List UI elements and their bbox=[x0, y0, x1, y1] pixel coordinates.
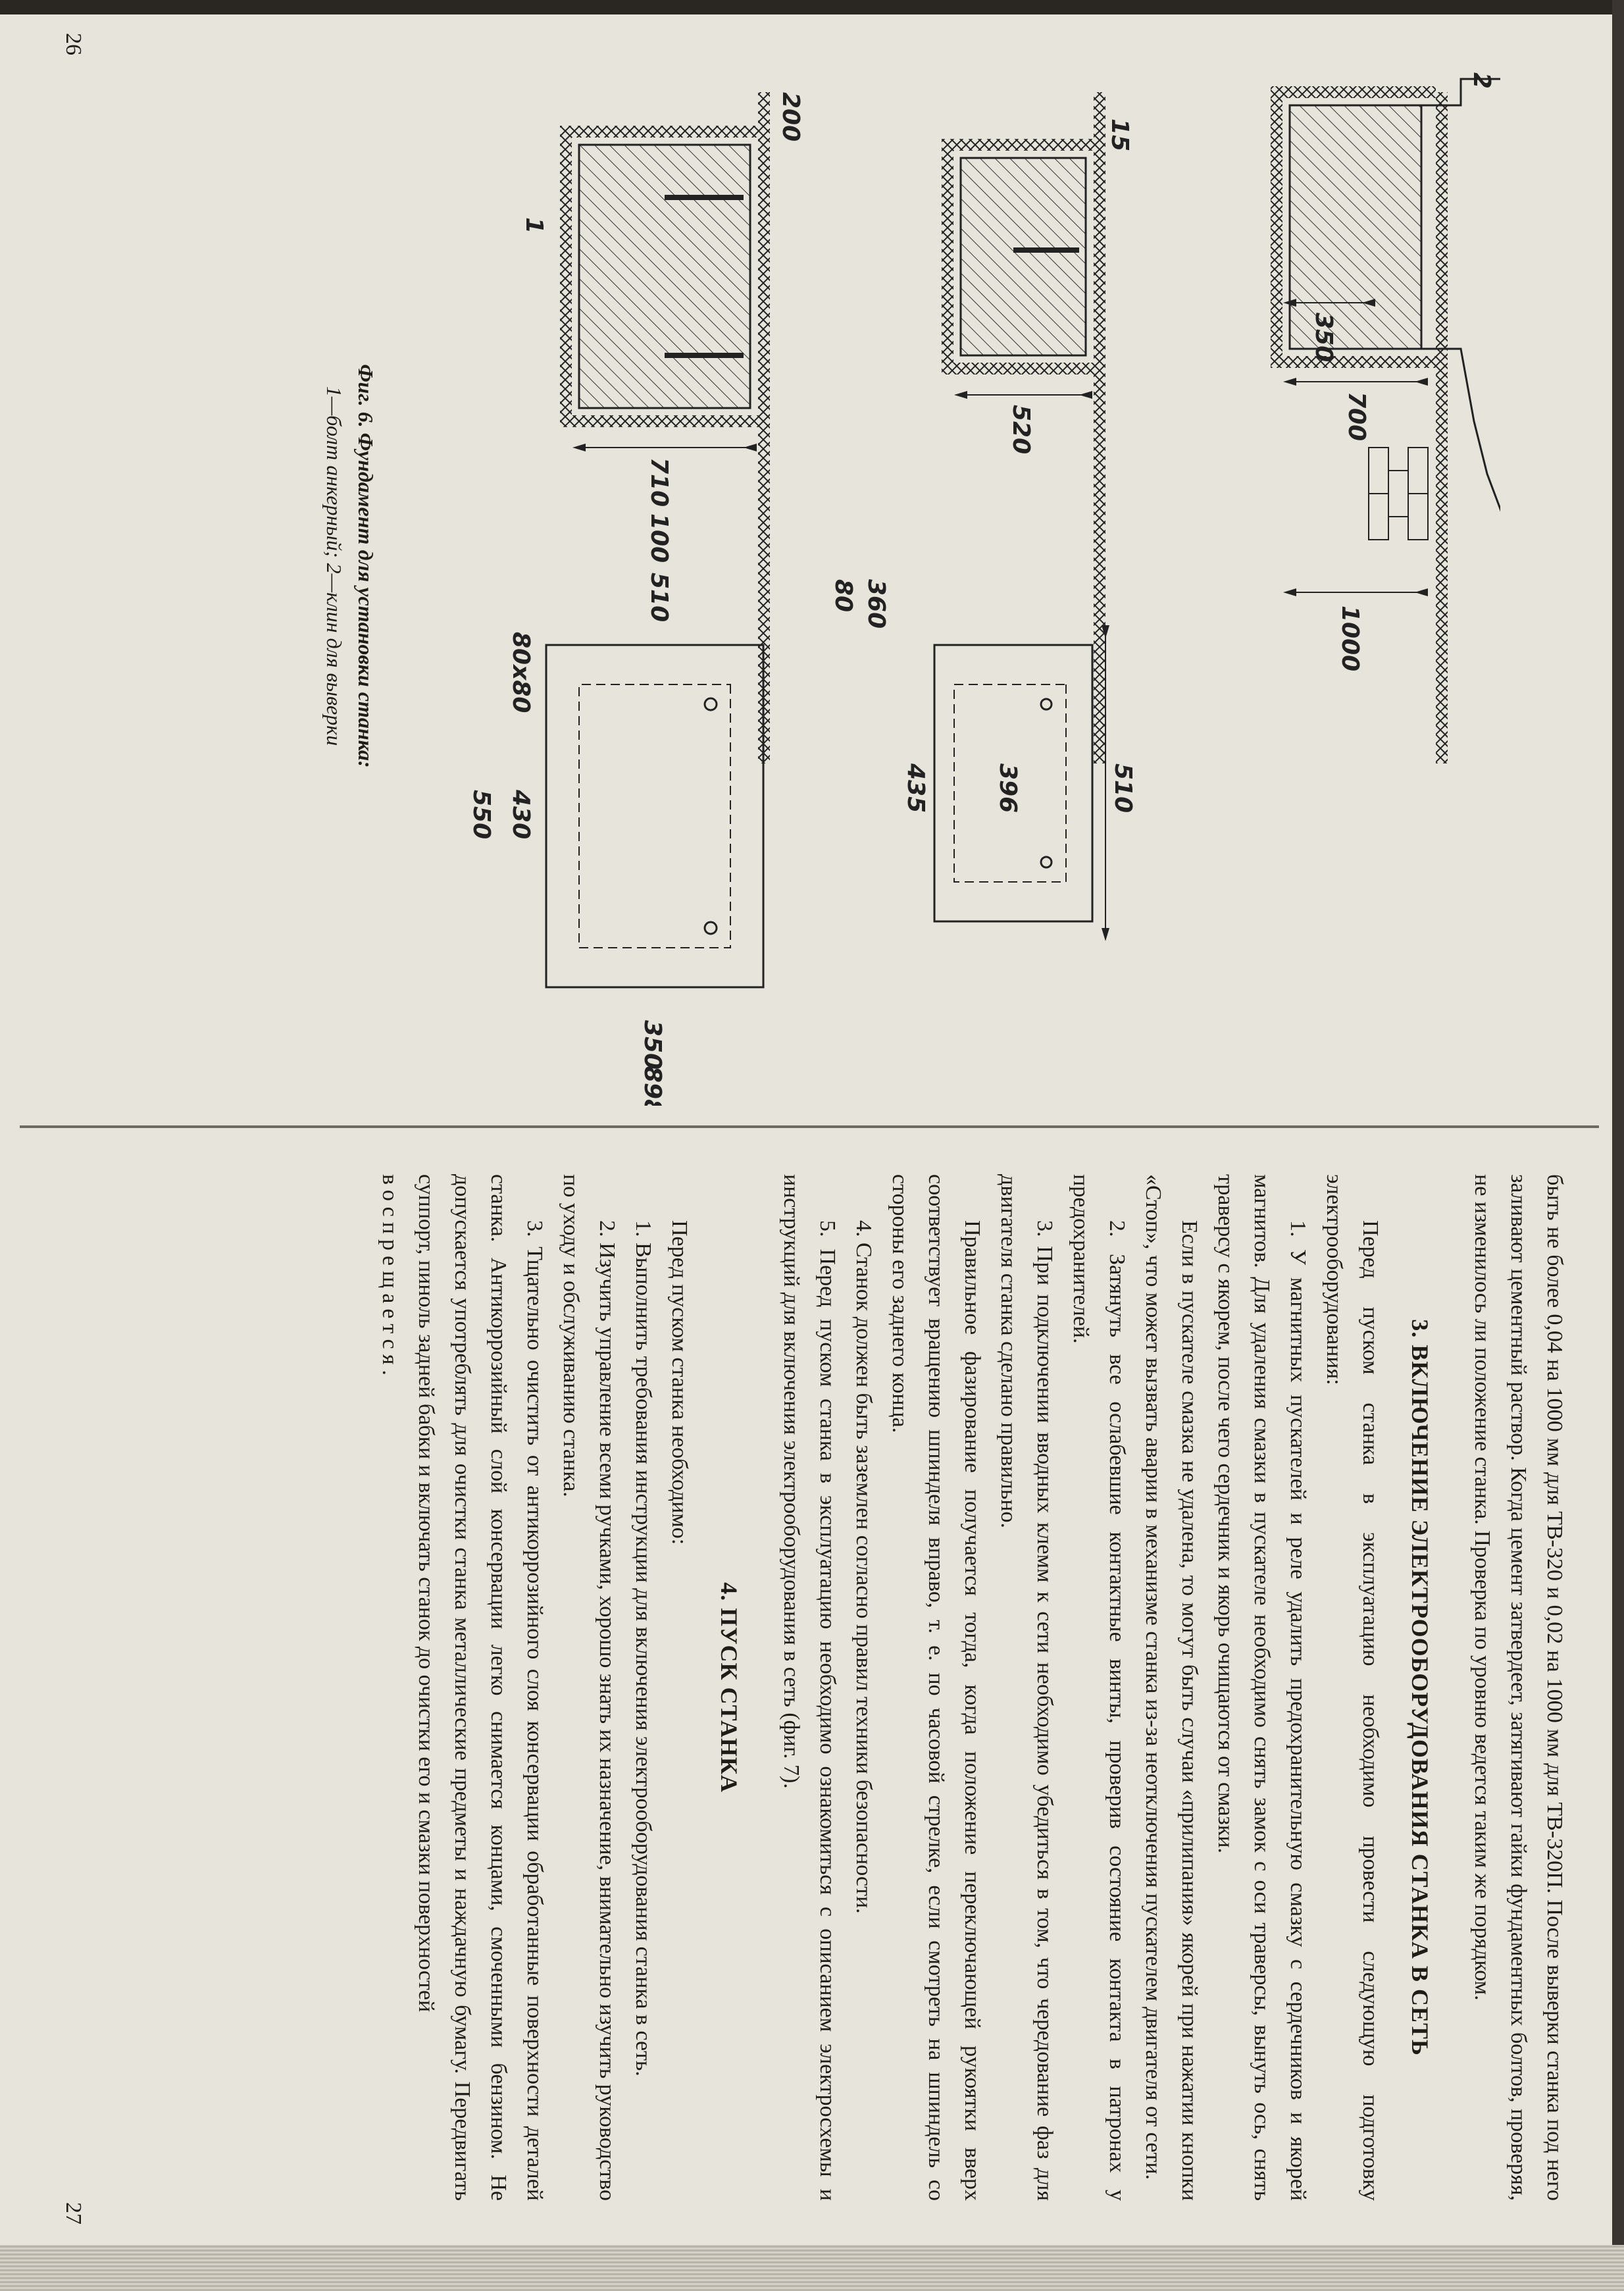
section-3-p2: Если в пускателе смазка не удалена, то могут быть случаи «прилипания» якорей при нажатии кнопки «Стоп», что может вызвать аварии в механизме станка из-за неотключения пускателем двигателя от сети. bbox=[1141, 1174, 1202, 2201]
dim-360: 360 bbox=[863, 579, 890, 629]
callout-1: 1 bbox=[520, 217, 547, 234]
dim-510-a: 510 bbox=[1109, 763, 1136, 813]
dim-898: 898 bbox=[639, 1066, 666, 1106]
right-page bbox=[20, 1128, 1599, 2251]
section-4-p3: 3. Тщательно очистить от антикоррозийного слоя консервации обработанные поверхности деталей станка. Антикоррозийный слой консервации легко снимается концами, смоченными бензином. Не допускается употреблять для очистки станка металлические предметы и наждачную бумагу. Передвигать суппорт, пиноль задней бабки и включать станок до очистки его и смазки поверхностей bbox=[414, 1174, 547, 2201]
dim-80x80: 80x80 bbox=[507, 632, 534, 713]
foundation-figure bbox=[415, 53, 1500, 1106]
page-number-right: 27 bbox=[61, 2202, 86, 2225]
section-3-p4: 3. При подключении вводных клемм к сети необходимо убедиться в том, что чередование фаз для двигателя станка сделано правильно. bbox=[996, 1174, 1057, 2201]
dim-80: 80 bbox=[830, 579, 857, 613]
section-3-p0: Перед пуском станка в эксплуатацию необходимо провести следующую подготовку электрооборудования: bbox=[1322, 1174, 1383, 2201]
dim-1000: 1000 bbox=[1336, 605, 1363, 672]
section-4-heading: 4. ПУСК СТАНКА bbox=[716, 1582, 742, 1793]
figure-caption-legend: 1—болт анкерный; 2—клин для выверки bbox=[322, 386, 346, 746]
intro-paragraph: быть не более 0,04 на 1000 мм для ТВ-320 и 0,02 на 1000 мм для ТВ-320П. После выверки станка под него заливают цементный раствор. Когда цемент затвердеет, затягивают гайки фундаментных болтов, проверяя, не изменилось ли положение станка. Проверка по уровню ведется таким же порядком. bbox=[1470, 1174, 1567, 2201]
section-4-p2: 2. Изучить управление всеми ручками, хорошо знать их назначение, внимательно изучить руководство по уходу и обслуживанию станка. bbox=[559, 1174, 619, 2201]
left-page bbox=[20, 13, 1599, 1125]
dim-710: 710 bbox=[646, 457, 672, 507]
dim-435: 435 bbox=[902, 763, 929, 813]
figure-caption-title: Фиг. 6. Фундамент для установки станка: bbox=[354, 364, 378, 768]
text-column bbox=[372, 1174, 1573, 2201]
section-3-p6: 4. Станок должен быть заземлен согласно правил техники безопасности. bbox=[851, 1220, 876, 1914]
section-3-p5: Правильное фазирование получается тогда, когда положение переключающей рукоятки вверх соответствует вращению шпинделя вправо, т. е. по часовой стрелке, если смотреть на шпиндель со стороны его заднего конца. bbox=[888, 1174, 984, 2201]
dim-350: 350 bbox=[1310, 313, 1337, 363]
callout-2: 2 bbox=[1468, 72, 1495, 90]
book-spread bbox=[20, 13, 1599, 2251]
dim-100: 100 bbox=[646, 513, 672, 563]
scan-edge-bottom bbox=[0, 2245, 1624, 2291]
scan-edge-top bbox=[0, 0, 1624, 14]
foundation-view-3 bbox=[468, 92, 804, 1106]
section-3-p7: 5. Перед пуском станка в эксплуатацию необходимо ознакомиться с описанием электросхемы и инструкций для включения электрооборудования в сеть (фиг. 7). bbox=[779, 1174, 840, 2201]
section-3-p1: 1. У магнитных пускателей и реле удалить предохранительную смазку с сердечников и якорей магнитов. Для удаления смазки в пускателе необходимо снять замок с оси траверсы, вынуть ось, снять траверсу с якорем, после чего сердечник и якорь очищаются от смазки. bbox=[1213, 1174, 1310, 2201]
section-3-p3: 2. Затянуть все ослабевшие контактные винты, проверив состояние контакта в патронах у предохранителей. bbox=[1069, 1174, 1129, 2201]
dim-550: 550 bbox=[468, 790, 495, 840]
section-4-p1: 1. Выполнить требования инструкции для включения электрооборудования станка в сеть. bbox=[631, 1220, 655, 2076]
dim-520: 520 bbox=[1007, 405, 1034, 455]
page-number-left: 26 bbox=[61, 33, 86, 55]
section-3-heading: 3. ВКЛЮЧЕНИЕ ЭЛЕКТРООБОРУДОВАНИЯ СТАНКА В СЕТЬ bbox=[1407, 1319, 1433, 2056]
dim-15: 15 bbox=[1106, 118, 1133, 152]
dim-396: 396 bbox=[994, 763, 1021, 813]
dim-350-b: 350 bbox=[639, 1020, 666, 1070]
scan-edge-right bbox=[1612, 0, 1624, 2291]
foundation-view-1 bbox=[1277, 72, 1500, 763]
foundation-view-2 bbox=[830, 92, 1136, 935]
section-4-p3-end: воспрещается. bbox=[378, 1174, 402, 1381]
figure-caption bbox=[318, 105, 382, 1027]
dim-430: 430 bbox=[507, 790, 534, 840]
dim-700: 700 bbox=[1343, 392, 1370, 442]
dim-510-b: 510 bbox=[646, 573, 672, 623]
section-4-p0: Перед пуском станка необходимо: bbox=[667, 1220, 692, 1545]
dim-200: 200 bbox=[777, 92, 804, 142]
